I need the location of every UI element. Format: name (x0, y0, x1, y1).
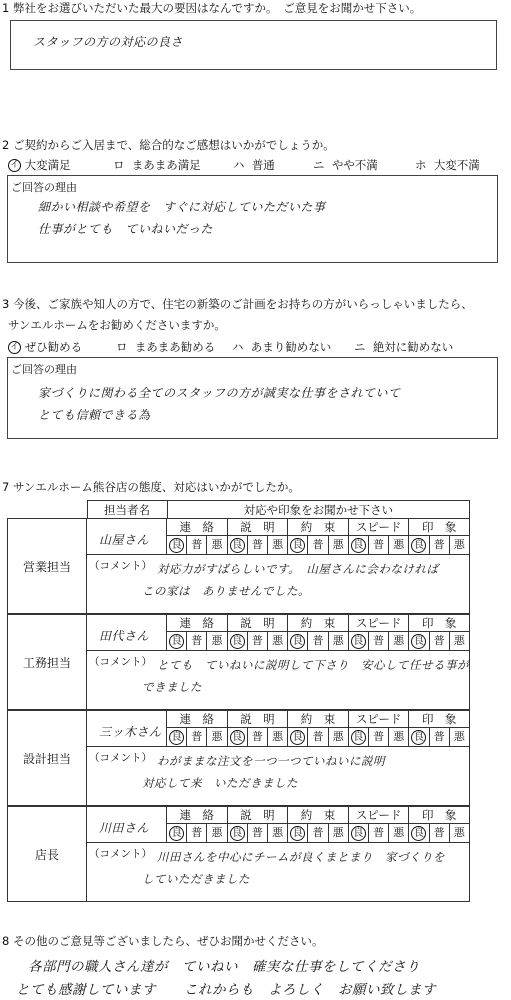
eval-person-name: 三ッ木さん (86, 710, 167, 747)
eval-comment-box[interactable] (86, 650, 470, 710)
grade-label: 悪 (453, 538, 465, 551)
grade-label: 良 (230, 730, 245, 745)
grade-label: 悪 (393, 538, 405, 551)
category-label: スピード (348, 806, 410, 824)
grade-option-good[interactable] (408, 727, 429, 747)
grade-option-poor[interactable] (328, 631, 349, 651)
q2-option-5-mark: ホ (415, 158, 427, 172)
grade-option-average[interactable] (429, 823, 450, 843)
q3-question-line-1: 3 今後、ご家族や知人の方で、住宅の新築のご計画をお持ちの方がいらっしゃいましたら、 (2, 297, 473, 311)
grade-label: 悪 (272, 730, 284, 743)
q2-reason-box[interactable] (7, 175, 498, 263)
grade-option-good[interactable] (348, 727, 369, 747)
grade-label: 悪 (453, 634, 465, 647)
grade-label: 良 (230, 538, 245, 553)
grade-label: 良 (411, 634, 426, 649)
comment-line-2: していただきました (142, 872, 250, 886)
comment-line-2: 対応して来 いただきました (142, 776, 298, 790)
q3-option-1[interactable] (8, 339, 82, 355)
eval-row-0 (7, 518, 470, 614)
comment-line-1: わがままな注文を一つ一つていねいに説明 (157, 754, 385, 768)
grade-option-average[interactable] (247, 823, 268, 843)
grade-option-good[interactable] (348, 535, 369, 555)
grade-label: 良 (230, 634, 245, 649)
comment-label: （コメント） (89, 752, 152, 764)
q3-option-3[interactable] (232, 339, 331, 355)
q3-option-2-label: まあまあ勧める (134, 340, 216, 354)
grade-label: 普 (373, 538, 385, 551)
q3-option-4[interactable] (354, 339, 453, 355)
grade-label: 普 (191, 730, 203, 743)
grade-option-good[interactable] (287, 727, 308, 747)
grade-label: 良 (351, 634, 366, 649)
grade-label: 良 (351, 826, 366, 841)
eval-row-3 (7, 806, 470, 902)
grade-option-poor[interactable] (388, 727, 409, 747)
q3-question-line-2: サンエルホームをお勧めくださいますか。 (8, 318, 226, 332)
grade-label: 良 (411, 538, 426, 553)
q2-option-3-label: 普通 (251, 158, 275, 172)
grade-label: 良 (290, 634, 305, 649)
eval-person-name: 山屋さん (86, 518, 167, 555)
grade-option-poor[interactable] (328, 535, 349, 555)
grade-option-poor[interactable] (449, 535, 470, 555)
category-label: 約 束 (287, 518, 349, 536)
q2-option-3-mark: ハ (233, 158, 245, 172)
q1-answer-box[interactable] (10, 20, 497, 70)
q3-option-3-label: あまり勧めない (250, 340, 332, 354)
grade-option-average[interactable] (186, 535, 207, 555)
category-label: 印 象 (408, 518, 470, 536)
q2-option-4[interactable] (313, 157, 378, 173)
evaluation-table (7, 500, 470, 519)
grade-option-good[interactable] (227, 631, 248, 651)
q3-reason-line-1: 家づくりに関わる全てのスタッフの方が誠実な仕事をされていて (38, 386, 401, 400)
grade-option-good[interactable] (348, 631, 369, 651)
grade-option-average[interactable] (186, 823, 207, 843)
q2-option-3[interactable] (233, 157, 275, 173)
grade-option-good[interactable] (227, 823, 248, 843)
grade-label: 良 (169, 730, 184, 745)
grade-label: 悪 (332, 634, 344, 647)
grade-label: 悪 (453, 826, 465, 839)
grade-label: 悪 (393, 826, 405, 839)
category-label: 印 象 (408, 614, 470, 632)
grade-label: 悪 (211, 826, 223, 839)
grade-option-poor[interactable] (388, 823, 409, 843)
category-label: 印 象 (408, 806, 470, 824)
grade-option-average[interactable] (186, 631, 207, 651)
q3-reason-label: ご回答の理由 (11, 363, 77, 376)
grade-label: 良 (411, 826, 426, 841)
grade-option-good[interactable] (227, 535, 248, 555)
category-label: 約 束 (287, 614, 349, 632)
grade-option-average[interactable] (429, 535, 450, 555)
q3-option-2-mark: ロ (116, 340, 128, 354)
grade-label: 悪 (272, 634, 284, 647)
grade-label: 良 (290, 730, 305, 745)
grade-label: 普 (251, 538, 263, 551)
category-label: 連 絡 (166, 614, 228, 632)
grade-option-poor[interactable] (206, 823, 227, 843)
grade-label: 普 (433, 634, 445, 647)
grade-option-poor[interactable] (267, 823, 288, 843)
grade-label: 悪 (211, 634, 223, 647)
q3-option-4-mark: ニ (354, 340, 366, 354)
grade-option-good[interactable] (166, 535, 187, 555)
q1-question: 1 弊社をお選びいただいた最大の要因はなんですか。 ご意見をお聞かせ下さい。 (2, 1, 422, 15)
q3-reason-line-2: とても信頼できる為 (38, 408, 151, 422)
grade-option-average[interactable] (247, 535, 268, 555)
eval-role: 設計担当 (7, 710, 87, 806)
category-label: スピード (348, 518, 410, 536)
eval-person-name: 川田さん (86, 806, 167, 843)
grade-option-poor[interactable] (388, 631, 409, 651)
grade-label: 悪 (393, 730, 405, 743)
category-label: 印 象 (408, 710, 470, 728)
grade-option-good[interactable] (166, 727, 187, 747)
grade-option-good[interactable] (287, 631, 308, 651)
grade-label: 良 (290, 538, 305, 553)
q3-option-4-label: 絶対に勧めない (372, 340, 454, 354)
category-label: スピード (348, 710, 410, 728)
q2-reason-label: ご回答の理由 (11, 181, 77, 194)
grade-label: 悪 (332, 826, 344, 839)
grade-option-good[interactable] (166, 823, 187, 843)
grade-option-average[interactable] (186, 727, 207, 747)
q2-option-5[interactable] (415, 157, 480, 173)
eval-role: 店長 (7, 806, 87, 902)
grade-option-poor[interactable] (328, 823, 349, 843)
grade-option-poor[interactable] (449, 631, 470, 651)
eval-row-1 (7, 614, 470, 710)
grade-option-poor[interactable] (267, 727, 288, 747)
grade-label: 悪 (453, 730, 465, 743)
grade-option-average[interactable] (368, 823, 389, 843)
grade-option-good[interactable] (348, 823, 369, 843)
q2-option-2-mark: ロ (113, 158, 125, 172)
comment-line-2: できました (142, 680, 202, 694)
grade-label: 悪 (332, 538, 344, 551)
q2-option-4-mark: ニ (313, 158, 325, 172)
grade-label: 良 (290, 826, 305, 841)
grade-label: 普 (191, 634, 203, 647)
grade-label: 悪 (211, 538, 223, 551)
header-impression: 対応や印象をお聞かせ下さい (167, 501, 470, 519)
grade-option-average[interactable] (368, 535, 389, 555)
grade-label: 普 (312, 538, 324, 551)
eval-person-name: 田代さん (86, 614, 167, 651)
category-label: 約 束 (287, 710, 349, 728)
eval-role: 工務担当 (7, 614, 87, 710)
q8-answer-line-2[interactable]: とても感謝しています これからも よろしく お願い致します (16, 982, 436, 998)
grade-option-average[interactable] (247, 631, 268, 651)
grade-label: 良 (351, 538, 366, 553)
category-label: 連 絡 (166, 806, 228, 824)
q2-option-1[interactable] (8, 157, 71, 173)
grade-label: 普 (251, 634, 263, 647)
eval-comment-box[interactable] (86, 746, 470, 806)
q1-answer: スタッフの方の対応の良さ (33, 35, 184, 49)
grade-label: 普 (251, 730, 263, 743)
eval-comment-box[interactable] (86, 554, 470, 614)
q8-answer-line-1[interactable]: 各部門の職人さん達が ていねい 確実な仕事をしてくださり (28, 959, 420, 975)
q2-option-5-label: 大変不満 (433, 158, 480, 172)
grade-label: 普 (312, 634, 324, 647)
grade-label: 良 (411, 730, 426, 745)
grade-label: 普 (191, 826, 203, 839)
category-label: 説 明 (227, 710, 289, 728)
q2-option-2[interactable] (113, 157, 201, 173)
q3-option-2[interactable] (116, 339, 215, 355)
q3-option-1-mark: イ (9, 342, 19, 352)
corner-cell (7, 501, 87, 519)
q3-option-3-mark: ハ (232, 340, 244, 354)
grade-option-poor[interactable] (206, 631, 227, 651)
comment-line-1: とても ていねいに説明して下さり 安心して任せる事が (157, 658, 469, 672)
eval-row-2 (7, 710, 470, 806)
comment-label: （コメント） (89, 848, 152, 860)
grade-label: 良 (351, 730, 366, 745)
grade-option-average[interactable] (307, 727, 328, 747)
grade-label: 普 (373, 730, 385, 743)
grade-option-good[interactable] (287, 535, 308, 555)
grade-option-good[interactable] (408, 823, 429, 843)
grade-option-average[interactable] (307, 823, 328, 843)
q2-reason-line-2: 仕事がとても ていねいだった (38, 222, 214, 236)
grade-option-average[interactable] (307, 535, 328, 555)
grade-option-average[interactable] (307, 631, 328, 651)
grade-option-average[interactable] (247, 727, 268, 747)
q2-option-4-label: やや不満 (331, 158, 378, 172)
q7-question: 7 サンエルホーム熊谷店の態度、対応はいかがでしたか。 (2, 480, 300, 494)
grade-option-poor[interactable] (449, 727, 470, 747)
q8-question: 8 その他のご意見等ございましたら、ぜひお聞かせください。 (2, 934, 324, 948)
grade-label: 普 (433, 538, 445, 551)
grade-label: 悪 (393, 634, 405, 647)
comment-line-2: この家は ありませんでした。 (142, 584, 310, 598)
grade-option-good[interactable] (408, 535, 429, 555)
grade-label: 普 (312, 730, 324, 743)
grade-option-poor[interactable] (328, 727, 349, 747)
category-label: 連 絡 (166, 518, 228, 536)
header-person: 担当者名 (87, 501, 167, 519)
grade-option-good[interactable] (166, 631, 187, 651)
grade-label: 普 (191, 538, 203, 551)
grade-label: 悪 (272, 538, 284, 551)
grade-label: 普 (312, 826, 324, 839)
category-label: 説 明 (227, 614, 289, 632)
q2-option-1-label: 大変満足 (24, 158, 71, 172)
grade-option-good[interactable] (287, 823, 308, 843)
grade-label: 良 (169, 826, 184, 841)
grade-label: 普 (251, 826, 263, 839)
category-label: 約 束 (287, 806, 349, 824)
grade-option-poor[interactable] (206, 535, 227, 555)
grade-option-poor[interactable] (267, 535, 288, 555)
grade-option-average[interactable] (368, 631, 389, 651)
grade-label: 良 (169, 538, 184, 553)
grade-label: 良 (230, 826, 245, 841)
q2-question: 2 ご契約からご入居まで、総合的なご感想はいかがでしょうか。 (2, 138, 335, 152)
grade-option-poor[interactable] (388, 535, 409, 555)
comment-line-1: 川田さんを中心にチームが良くまとまり 家づくりを (157, 850, 445, 864)
grade-option-good[interactable] (408, 631, 429, 651)
grade-label: 悪 (332, 730, 344, 743)
q2-option-2-label: まあまあ満足 (131, 158, 201, 172)
comment-label: （コメント） (89, 656, 152, 668)
grade-option-average[interactable] (429, 631, 450, 651)
grade-option-poor[interactable] (206, 727, 227, 747)
grade-option-good[interactable] (227, 727, 248, 747)
category-label: 説 明 (227, 806, 289, 824)
grade-option-average[interactable] (429, 727, 450, 747)
grade-label: 普 (433, 826, 445, 839)
q2-option-1-mark: イ (9, 160, 19, 170)
comment-label: （コメント） (89, 560, 152, 572)
grade-option-average[interactable] (368, 727, 389, 747)
comment-line-1: 対応力がすばらしいです。 山屋さんに会わなければ (157, 562, 439, 576)
grade-label: 普 (373, 826, 385, 839)
grade-label: 悪 (211, 730, 223, 743)
q3-reason-box[interactable] (7, 357, 498, 439)
grade-option-poor[interactable] (267, 631, 288, 651)
q3-option-1-label: ぜひ勧める (24, 340, 83, 354)
grade-label: 悪 (272, 826, 284, 839)
q2-reason-line-1: 細かい相談や希望を すぐに対応していただいた事 (38, 200, 326, 214)
category-label: 連 絡 (166, 710, 228, 728)
category-label: 説 明 (227, 518, 289, 536)
grade-option-poor[interactable] (449, 823, 470, 843)
grade-label: 普 (433, 730, 445, 743)
grade-label: 良 (169, 634, 184, 649)
category-label: スピード (348, 614, 410, 632)
eval-role: 営業担当 (7, 518, 87, 614)
eval-comment-box[interactable] (86, 842, 470, 902)
grade-label: 普 (373, 634, 385, 647)
